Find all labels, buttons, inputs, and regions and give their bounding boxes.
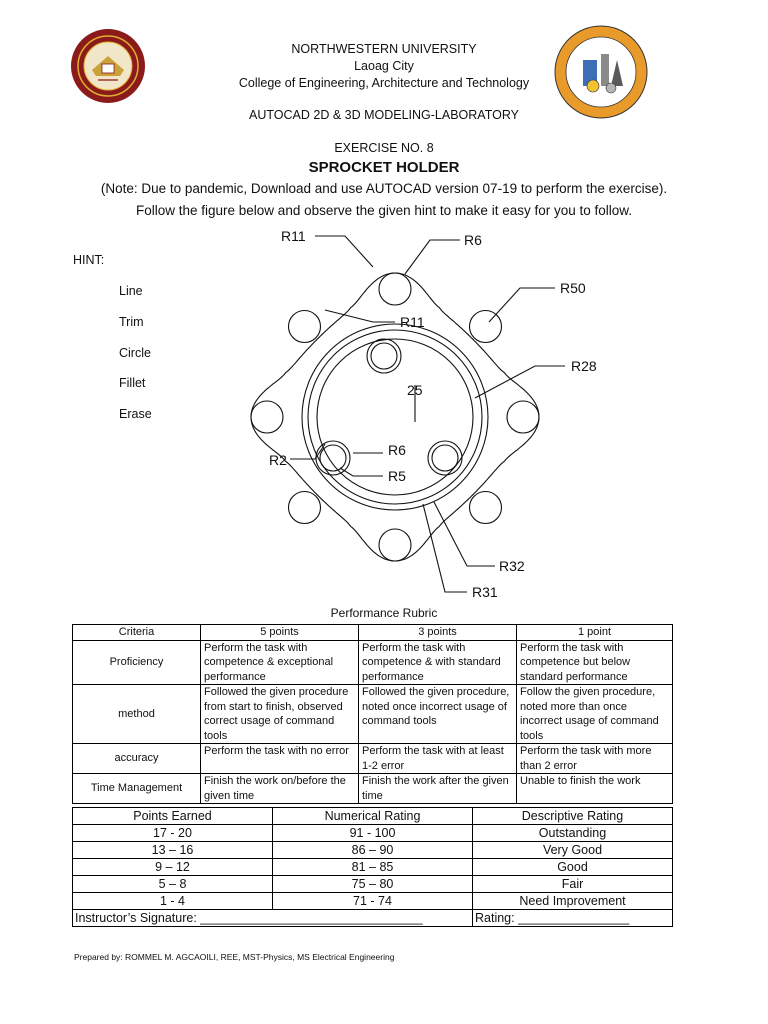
rubric-criteria: accuracy: [73, 744, 201, 774]
rating-scale-table: [72, 807, 673, 927]
slot-hole-right-outer: [428, 441, 462, 475]
label-r28: R28: [571, 358, 597, 374]
performance-rubric-table: [72, 624, 673, 804]
lobe-hole-2: [470, 311, 502, 343]
rubric-row-time-management: [73, 774, 673, 804]
rating-numerical: 81 – 85: [273, 859, 473, 876]
sprocket-holder-drawing: [205, 222, 605, 604]
leader-r31: [423, 504, 467, 592]
rating-numerical: 75 – 80: [273, 876, 473, 893]
rating-descriptive: Need Improvement: [473, 893, 673, 910]
rating-descriptive: Fair: [473, 876, 673, 893]
rubric-cell: Perform the task with at least 1-2 error: [359, 744, 517, 774]
rubric-row-method: [73, 685, 673, 744]
slot-hole-right-inner: [432, 445, 458, 471]
lobe-hole-8: [289, 311, 321, 343]
slot-hole-top-outer: [367, 339, 401, 373]
label-r32: R32: [499, 558, 525, 574]
prepared-by-footer: Prepared by: ROMMEL M. AGCAOILI, REE, MST-Physics, MS Electrical Engineering: [74, 952, 395, 962]
rating-row: [73, 893, 673, 910]
label-dim-25: 25: [407, 382, 423, 398]
label-r2: R2: [269, 452, 287, 468]
rating-points: 9 – 12: [73, 859, 273, 876]
course-title: AUTOCAD 2D & 3D MODELING-LABORATORY: [249, 108, 519, 122]
slot-hole-left-outer: [316, 441, 350, 475]
rating-row: [73, 876, 673, 893]
lobe-hole-5: [379, 529, 411, 561]
hint-item-erase: Erase: [119, 407, 152, 421]
rubric-cell: Finish the work after the given time: [359, 774, 517, 804]
rubric-header-criteria: Criteria: [73, 625, 201, 641]
rubric-cell: Finish the work on/before the given time: [201, 774, 359, 804]
rubric-header-1pt: 1 point: [517, 625, 673, 641]
rubric-cell: Followed the given procedure from start to finish, observed correct usage of command tools: [201, 685, 359, 744]
rubric-header-5pts: 5 points: [201, 625, 359, 641]
lobe-hole-3: [507, 401, 539, 433]
rubric-cell: Perform the task with competence but below standard performance: [517, 640, 673, 685]
rating-header-descriptive: Descriptive Rating: [473, 808, 673, 825]
hint-label: HINT:: [73, 253, 105, 267]
hint-item-trim: Trim: [119, 315, 144, 329]
hint-item-line: Line: [119, 284, 143, 298]
label-r11-mid: R11: [400, 314, 425, 330]
rating-row: [73, 859, 673, 876]
rating-header-numerical: Numerical Rating: [273, 808, 473, 825]
college-name: College of Engineering, Architecture and Technology: [238, 76, 530, 90]
sprocket-outline: [251, 273, 539, 561]
rating-field: Rating: ________________: [473, 910, 673, 927]
rubric-row-proficiency: [73, 640, 673, 685]
rating-header-points: Points Earned: [73, 808, 273, 825]
leader-r6-top: [405, 240, 460, 274]
label-r5: R5: [388, 468, 406, 484]
rubric-criteria: Time Management: [73, 774, 201, 804]
rating-descriptive: Outstanding: [473, 825, 673, 842]
lobe-hole-1: [379, 273, 411, 305]
label-r50: R50: [560, 280, 586, 296]
rating-numerical: 91 - 100: [273, 825, 473, 842]
rating-row: [73, 842, 673, 859]
lobe-hole-4: [470, 492, 502, 524]
hint-item-fillet: Fillet: [119, 376, 146, 390]
rating-points: 5 – 8: [73, 876, 273, 893]
hint-item-circle: Circle: [119, 346, 151, 360]
pandemic-note: (Note: Due to pandemic, Download and use AUTOCAD version 07-19 to perform the exercise).: [100, 181, 668, 196]
rating-points: 1 - 4: [73, 893, 273, 910]
university-name: NORTHWESTERN UNIVERSITY: [291, 42, 477, 56]
leader-r28: [475, 366, 565, 398]
rubric-criteria: Proficiency: [73, 640, 201, 685]
rubric-cell: Perform the task with no error: [201, 744, 359, 774]
rating-numerical: 71 - 74: [273, 893, 473, 910]
rating-points: 13 – 16: [73, 842, 273, 859]
sprocket-scalloped-outline: [251, 273, 539, 561]
leader-r11-mid: [325, 310, 395, 322]
rubric-row-accuracy: [73, 744, 673, 774]
rating-numerical: 86 – 90: [273, 842, 473, 859]
rating-points: 17 - 20: [73, 825, 273, 842]
rubric-title: Performance Rubric: [330, 606, 438, 620]
signature-row: [73, 910, 673, 927]
exercise-number: EXERCISE NO. 8: [334, 141, 434, 155]
rubric-cell: Follow the given procedure, noted more than once incorrect usage of command tools: [517, 685, 673, 744]
rubric-cell: Followed the given procedure, noted once incorrect usage of command tools: [359, 685, 517, 744]
leader-r32: [434, 502, 495, 566]
slot-hole-left-inner: [320, 445, 346, 471]
rating-descriptive: Good: [473, 859, 673, 876]
lobe-hole-7: [251, 401, 283, 433]
label-r31: R31: [472, 584, 498, 600]
label-r6-mid: R6: [388, 442, 406, 458]
rubric-cell: Perform the task with more than 2 error: [517, 744, 673, 774]
label-r11-top: R11: [281, 228, 306, 244]
label-r6-top: R6: [464, 232, 482, 248]
rubric-cell: Perform the task with competence & with standard performance: [359, 640, 517, 685]
lobe-hole-6: [289, 492, 321, 524]
rubric-header-3pts: 3 points: [359, 625, 517, 641]
leader-r11-top: [315, 236, 373, 267]
rating-row: [73, 825, 673, 842]
rating-descriptive: Very Good: [473, 842, 673, 859]
rubric-cell: Perform the task with competence & exceptional performance: [201, 640, 359, 685]
exercise-title: SPROCKET HOLDER: [308, 159, 460, 176]
instruction-text: Follow the figure below and observe the given hint to make it easy for you to follow.: [135, 203, 633, 218]
slot-hole-top-inner: [371, 343, 397, 369]
rubric-criteria: method: [73, 685, 201, 744]
instructor-signature-field: Instructor’s Signature: ________________________________: [73, 910, 473, 927]
city-name: Laoag City: [354, 59, 414, 73]
rubric-cell: Unable to finish the work: [517, 774, 673, 804]
